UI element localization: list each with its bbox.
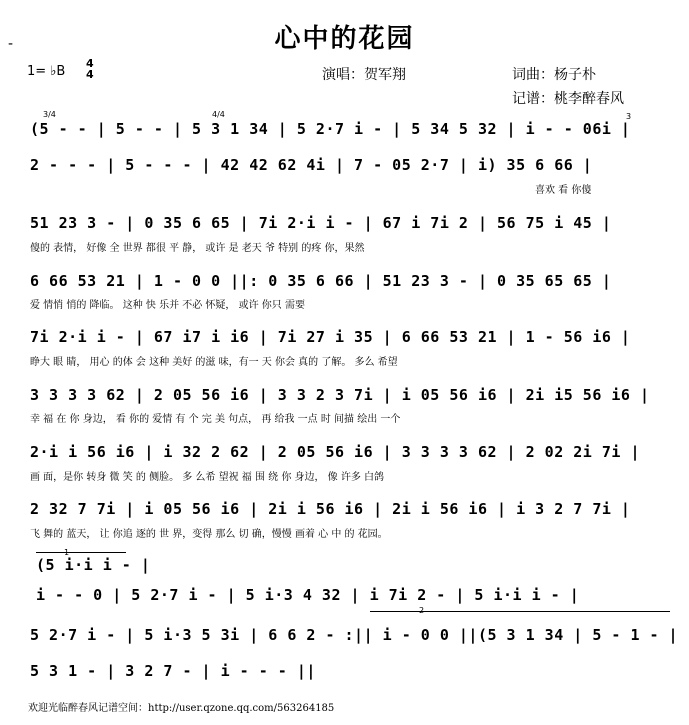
- notation-row: 3 3 3 3 62 | 2 05 56 i6 | 3 3 2 3 7i | i 05 56 i6 | 2i i5 56 i6 |: [30, 386, 650, 404]
- transcriber-credit: 记谱：桃李醉春风: [512, 91, 624, 107]
- notation-row: 5 3 1 - | 3 2 7 - | i - - - ||: [30, 662, 316, 680]
- singer-credit: 演唱：贺军翔: [322, 67, 406, 83]
- triplet-mark: 3: [626, 112, 632, 121]
- lyricist-credit: 词曲：杨子朴: [512, 67, 596, 83]
- notation-row: (5 - - | 5 - - | 5 3 1 34 | 5 2·7 i - | 5 34 5 32 | i - - 06i |: [30, 120, 631, 138]
- volta-mark: 2: [419, 606, 425, 615]
- header-dash: -: [8, 36, 14, 52]
- time-change-mark: 3/4: [43, 110, 56, 119]
- volta-mark: 1: [64, 548, 70, 557]
- lyrics-row: 傻的 表情， 好像 全 世界 都很 平 静， 或许 是 老天 爷 特别 的疼 你，果然: [30, 243, 365, 254]
- notation-row: 2·i i 56 i6 | i 32 2 62 | 2 05 56 i6 | 3 3 3 3 62 | 2 02 2i 7i |: [30, 443, 640, 461]
- lyrics-row: 飞 舞的 蓝天， 让 你追 逐的 世 界，变得 那么 切 确，慢慢 画着 心 中 的 花园。: [30, 529, 388, 540]
- time-signature-bottom: 4: [86, 68, 94, 81]
- footer-note: 欢迎光临醉春风记谱空间：http://user.qzone.qq.com/563264185: [28, 703, 335, 714]
- notation-row: 2 32 7 7i | i 05 56 i6 | 2i i 56 i6 | 2i i 56 i6 | i 3 2 7 7i |: [30, 500, 631, 518]
- volta-line: [370, 611, 670, 612]
- lyrics-row: 喜欢 看 你傻: [535, 185, 592, 196]
- notation-row: i - - 0 | 5 2·7 i - | 5 i·3 4 32 | i 7i 2 - | 5 i·i i - |: [36, 586, 580, 604]
- song-title: 心中的花园: [274, 24, 415, 54]
- notation-row: 2 - - - | 5 - - - | 42 42 62 4i | 7 - 05 2·7 | i) 35 6 66 |: [30, 156, 593, 174]
- notation-row: 5 2·7 i - | 5 i·3 5 3i | 6 6 2 - :|| i - 0 0 ||(5 3 1 34 | 5 - 1 - |: [30, 626, 679, 644]
- time-signature-top: 4: [86, 57, 94, 70]
- notation-row: 7i 2·i i - | 67 i7 i i6 | 7i 27 i 35 | 6 66 53 21 | 1 - 56 i6 |: [30, 328, 631, 346]
- notation-row: (5 i·i i - |: [36, 556, 151, 574]
- lyrics-row: 幸 福 在 你 身边， 看 你的 爱情 有 个 完 美 句点， 再 给我 一点 时 间描 绘出 一个: [30, 414, 401, 425]
- volta-line: [36, 552, 126, 553]
- key-signature: 1= ♭B: [27, 64, 66, 79]
- lyrics-row: 睁大 眼 睛， 用心 的体 会 这种 美好 的滋 味，有一 天 你会 真的 了解。 多么 希望: [30, 357, 398, 368]
- lyrics-row: 画 面，是你 转身 微 笑 的 侧脸。 多 么希 望祝 福 围 绕 你 身边， 像 许多 白鸽: [30, 472, 385, 483]
- notation-row: 51 23 3 - | 0 35 6 65 | 7i 2·i i - | 67 i 7i 2 | 56 75 i 45 |: [30, 214, 612, 232]
- lyrics-row: 爱 情悄 悄的 降临。 这种 快 乐并 不必 怀疑， 或许 你只 需要: [30, 300, 305, 311]
- time-change-mark: 4/4: [212, 110, 225, 119]
- time-signature: [86, 58, 94, 80]
- notation-row: 6 66 53 21 | 1 - 0 0 ||: 0 35 6 66 | 51 23 3 - | 0 35 65 65 |: [30, 272, 612, 290]
